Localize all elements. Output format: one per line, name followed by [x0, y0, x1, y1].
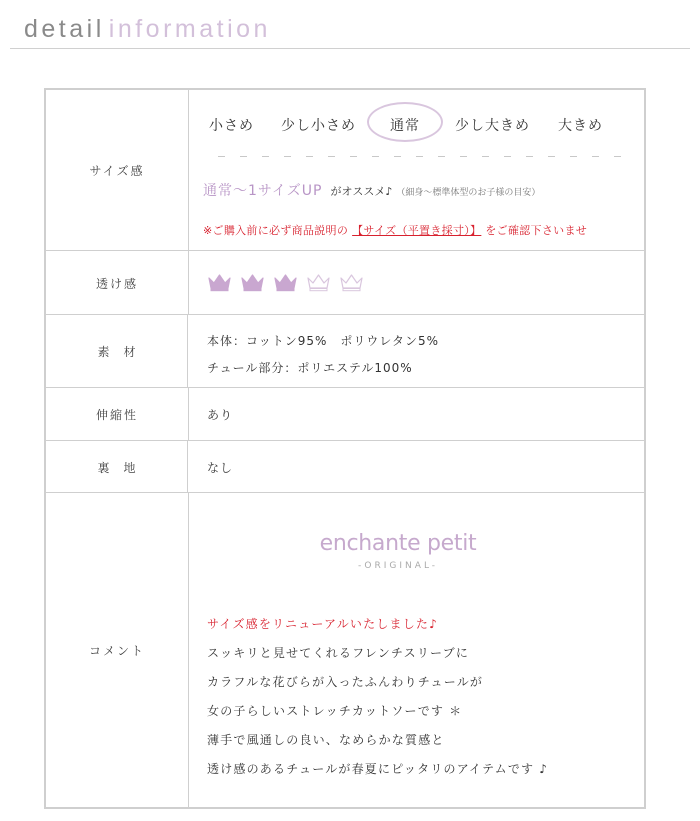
size-option-smaller: 小さめ — [209, 118, 254, 134]
sheerness-row — [46, 250, 644, 315]
brand-logo — [313, 531, 483, 571]
stretch-value: あり — [207, 408, 234, 422]
stretch-cell — [189, 388, 644, 441]
comment-headline: サイズ感をリニューアルいたしました♪ — [207, 617, 438, 631]
stretch-row — [46, 387, 644, 441]
crown-icon-empty — [306, 272, 331, 292]
size-label: サイズ感 — [46, 90, 189, 250]
crown-icon-empty — [339, 272, 364, 292]
heading-word-detail: detail — [24, 15, 105, 43]
spec-table — [44, 88, 646, 809]
comment-row — [46, 492, 644, 808]
recommended-size: 通常～1サイズUP — [203, 183, 323, 199]
material-cell — [189, 315, 644, 388]
recommend-note: （細身～標準体型のお子様の目安） — [396, 188, 541, 198]
size-notice — [203, 222, 587, 238]
comment-line: 薄手で風通しの良い、なめらかな質感と — [207, 733, 445, 747]
size-option-larger: 大きめ — [558, 118, 603, 134]
size-measure-link[interactable]: 【サイズ（平置き採寸）】 — [352, 224, 482, 237]
comment-label: コメント — [46, 493, 189, 808]
crown-icon-filled — [207, 272, 232, 292]
crown-icon-filled — [240, 272, 265, 292]
brand-subtitle: -ORIGINAL- — [357, 561, 439, 571]
lining-value: なし — [207, 461, 234, 475]
lining-row — [46, 440, 644, 493]
notice-before: ※ご購入前に必ず商品説明の — [203, 224, 349, 237]
brand-name: enchante petit — [319, 531, 477, 556]
size-option-slightly-larger: 少し大きめ — [455, 118, 530, 134]
section-heading — [24, 14, 271, 44]
sheerness-cell — [189, 251, 644, 315]
material-line-tulle: チュール部分：ポリエステル100% — [207, 361, 413, 375]
stretch-label: 伸縮性 — [46, 388, 189, 441]
lining-label: 裏地 — [46, 441, 188, 493]
comment-line: 女の子らしいストレッチカットソーです ＊ — [207, 704, 463, 718]
material-label: 素材 — [46, 315, 188, 388]
notice-after: をご確認下さいませ — [485, 224, 588, 237]
material-row — [46, 314, 644, 388]
size-row — [46, 90, 644, 250]
recommend-text: がオススメ♪ — [330, 185, 393, 198]
size-recommendation — [203, 180, 540, 200]
sheerness-label: 透け感 — [46, 251, 189, 315]
comment-cell — [189, 493, 644, 808]
heading-divider — [10, 48, 690, 49]
scale-divider — [218, 156, 630, 157]
comment-line: 透け感のあるチュールが春夏にピッタリのアイテムです ♪ — [207, 762, 549, 776]
heading-word-information: information — [108, 15, 271, 43]
material-line-body: 本体：コットン95% ポリウレタン5% — [207, 334, 439, 348]
size-option-slightly-smaller: 少し小さめ — [281, 118, 356, 134]
comment-line: スッキリと見せてくれるフレンチスリーブに — [207, 646, 470, 660]
sheerness-rating — [207, 272, 372, 292]
lining-cell — [189, 441, 644, 493]
size-scale — [189, 90, 644, 156]
comment-line: カラフルな花びらが入ったふんわりチュールが — [207, 675, 484, 689]
crown-icon-filled — [273, 272, 298, 292]
size-cell — [189, 90, 644, 250]
size-option-normal: 通常 — [390, 118, 420, 134]
